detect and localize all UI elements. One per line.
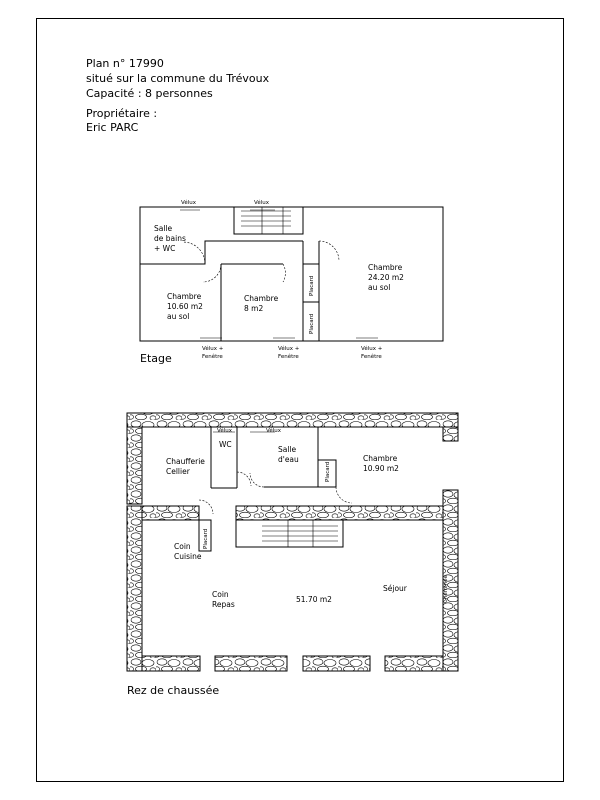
placard-salle-label: Placard — [325, 461, 331, 482]
coin-cuisine-label: Coin Cuisine — [174, 542, 202, 561]
chambre-left-label: Chambre 10.60 m2 au sol — [167, 292, 203, 321]
rdc-stair-well — [236, 520, 343, 547]
stone-wall-bottom-2 — [215, 656, 287, 671]
sejour-area-label: 51.70 m2 — [296, 595, 332, 604]
salle-eau-door — [250, 473, 264, 487]
stone-wall-bottom-3 — [303, 656, 370, 671]
rdc-title: Rez de chaussée — [127, 684, 220, 697]
stone-wall-mid-right — [236, 506, 443, 520]
window-2-label: Vélux + Fenêtre — [278, 346, 300, 360]
wc-walls — [211, 427, 237, 488]
location-text: situé sur la commune du Trévoux — [86, 72, 270, 85]
window-1-label: Vélux + Fenêtre — [202, 346, 224, 360]
stone-wall-right-upper — [443, 427, 458, 441]
chaufferie-label: Chaufferie Cellier — [166, 457, 205, 476]
chaufferie-door — [199, 500, 213, 514]
chambre-rdc-door — [336, 487, 352, 503]
chambre-right-door — [319, 241, 339, 261]
chambre-middle-label: Chambre 8 m2 — [244, 294, 279, 313]
plan-number: Plan n° 17990 — [86, 57, 164, 70]
stair-steps — [241, 207, 291, 234]
capacity-text: Capacité : 8 personnes — [86, 87, 213, 100]
salle-de-bains-label: Salle de bains + WC — [154, 224, 186, 253]
chambre-middle-door — [283, 264, 285, 282]
bathroom-wall — [140, 241, 211, 264]
rdc-plan — [127, 413, 458, 697]
chambre-right-label: Chambre 24.20 m2 au sol — [368, 263, 404, 292]
chambre-left-door — [203, 264, 221, 282]
bathroom-door — [183, 242, 205, 264]
etage-plan — [140, 199, 443, 365]
etage-title: Etage — [140, 352, 172, 365]
velux-left-label: Vélux — [181, 200, 196, 206]
stone-wall-bottom-4 — [385, 656, 443, 671]
cheminee-label: Cheminée — [443, 575, 449, 603]
stone-wall-top — [127, 413, 458, 427]
stone-wall-left-lower — [127, 506, 142, 671]
sejour-label: Séjour — [383, 584, 407, 593]
window-3-label: Vélux + Fenêtre — [361, 346, 383, 360]
stone-wall-bottom-1 — [142, 656, 200, 671]
placard-2-label: Placard — [309, 313, 315, 334]
corridor-walls — [303, 241, 319, 264]
owner-name: Eric PARC — [86, 121, 139, 134]
owner-label: Propriétaire : — [86, 107, 158, 120]
coin-repas-label: Coin Repas — [212, 590, 235, 609]
placard-cuisine-label: Placard — [203, 528, 209, 549]
stone-wall-mid-left — [142, 506, 199, 520]
stone-wall-left-upper — [127, 427, 142, 504]
wc-label: WC — [219, 440, 232, 449]
wc-door — [237, 472, 251, 486]
rdc-velux-2-label: Vélux — [266, 428, 281, 434]
salle-eau-label: Salle d'eau — [278, 445, 299, 464]
placard-1-label: Placard — [309, 275, 315, 296]
velux-right-label: Vélux — [254, 200, 269, 206]
chambre-rdc-label: Chambre 10.90 m2 — [363, 454, 399, 473]
rdc-velux-1-label: Vélux — [217, 428, 232, 434]
rdc-stair-steps — [262, 520, 338, 547]
